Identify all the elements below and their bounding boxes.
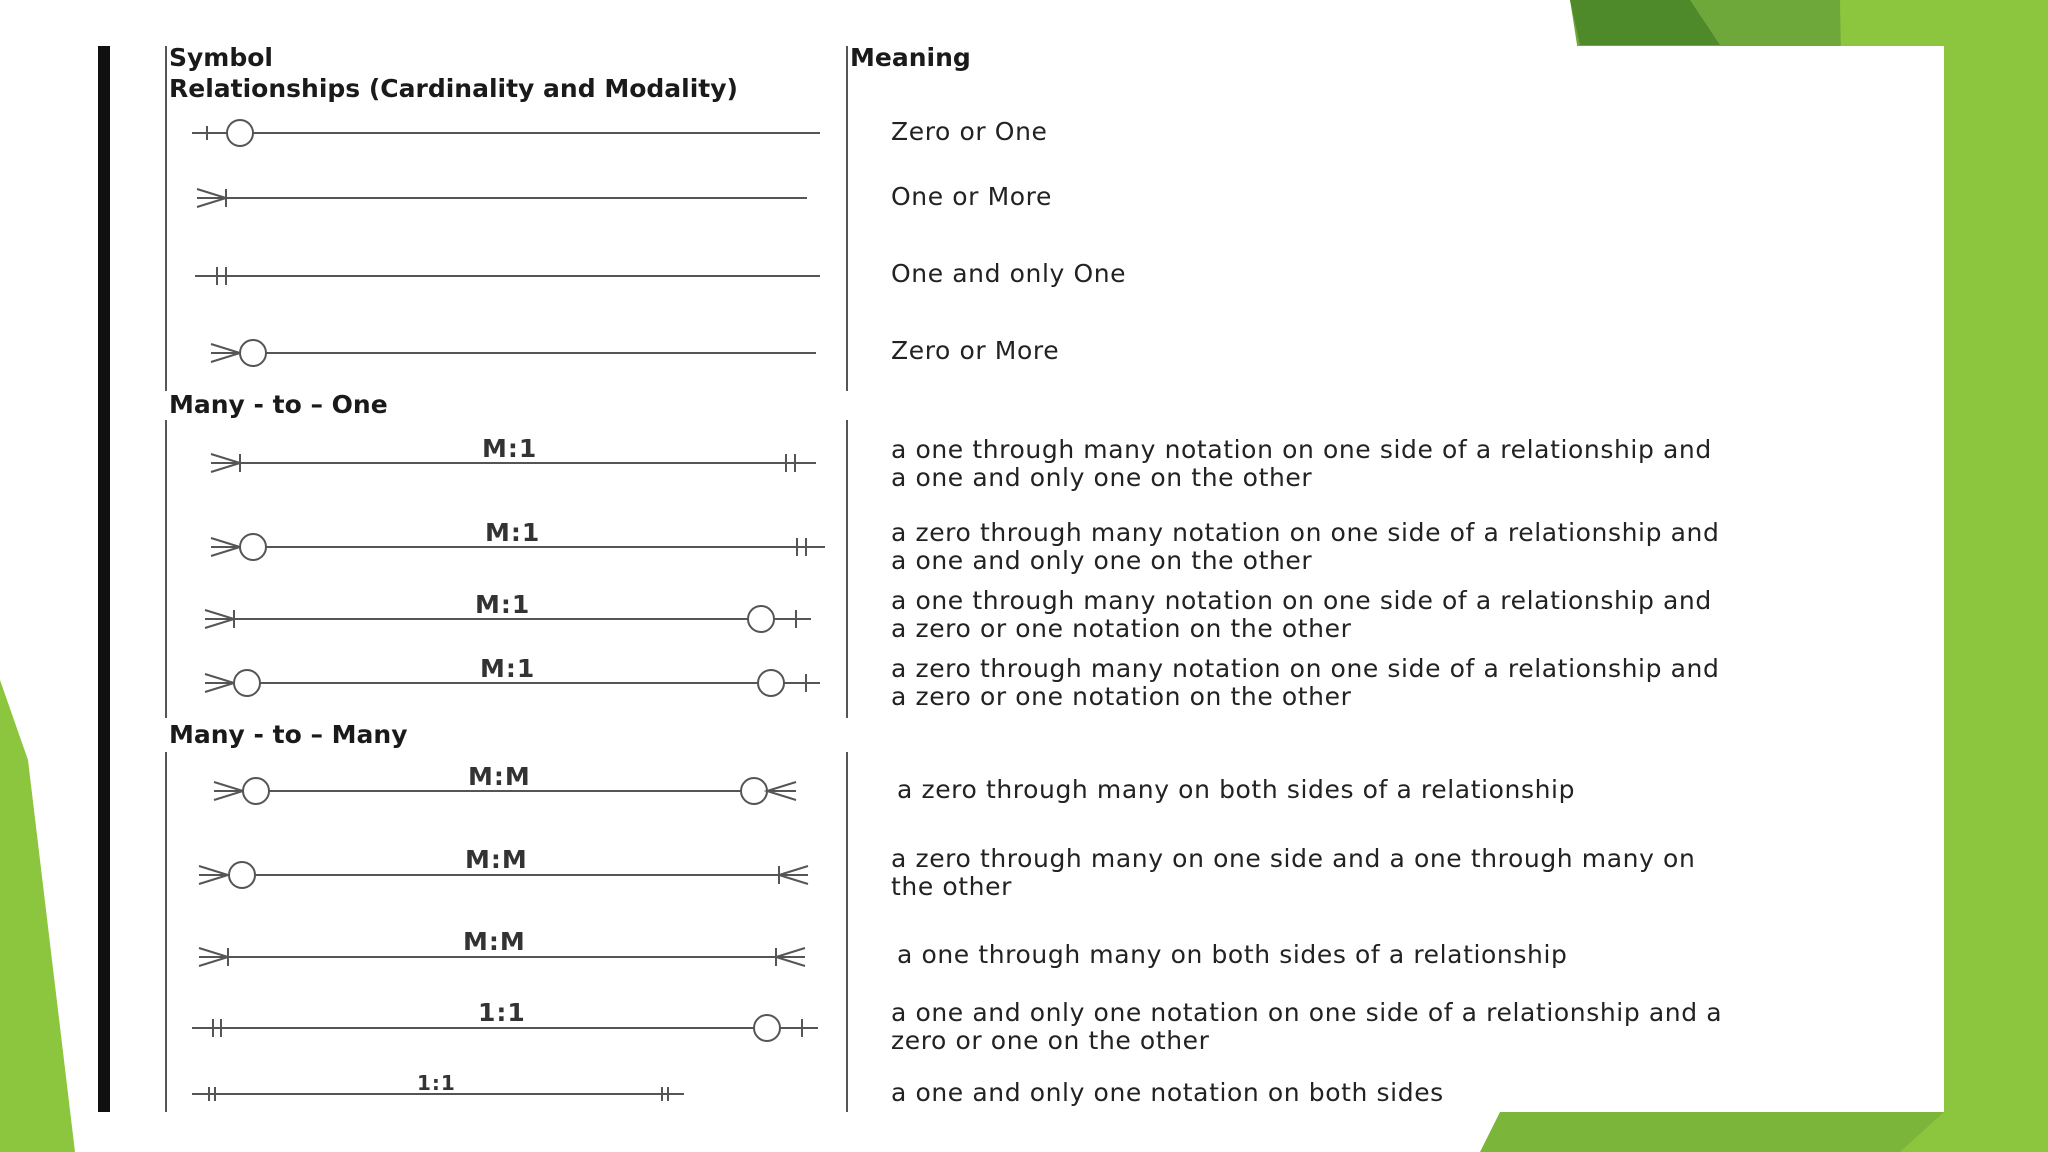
- meaning-one-and-only-one: One and only One: [891, 259, 1127, 288]
- meaning-line-1: a zero through many on both sides of a relationship: [897, 775, 1576, 804]
- zero-or-one-symbol: [192, 120, 820, 146]
- mm-symbol-3: [199, 948, 805, 966]
- meaning-line-1: a one through many on both sides of a relationship: [897, 940, 1568, 969]
- m1-symbol-2: [211, 534, 825, 560]
- meaning-line-1: a one through many notation on one side of a relationship and: [891, 586, 1712, 615]
- meaning-line-1: a zero through many on one side and a one through many on: [891, 844, 1696, 873]
- meaning-zero-or-one: Zero or One: [891, 117, 1048, 146]
- ratio-label: 1:1: [478, 998, 526, 1027]
- relationships-header: Relationships (Cardinality and Modality): [169, 74, 738, 103]
- one-to-one-symbol-1: [192, 1015, 818, 1041]
- section-many-to-one: Many - to – One: [169, 390, 388, 419]
- section-many-to-many: Many - to – Many: [169, 720, 408, 749]
- meaning-line-2: a zero or one notation on the other: [891, 614, 1352, 643]
- ratio-label: 1:1: [417, 1071, 456, 1095]
- meaning-line-1: a one and only one notation on both sides: [891, 1078, 1444, 1107]
- zero-or-more-symbol: [211, 340, 816, 366]
- meaning-line-2: a zero or one notation on the other: [891, 682, 1352, 711]
- meaning-header: Meaning: [850, 43, 971, 72]
- one-to-one-symbol-2: [192, 1087, 684, 1101]
- meaning-zero-or-more: Zero or More: [891, 336, 1060, 365]
- mm-symbol-1: [214, 778, 796, 804]
- meaning-line-2: a one and only one on the other: [891, 546, 1313, 575]
- ratio-label: M:M: [463, 927, 526, 956]
- meaning-line-2: a one and only one on the other: [891, 463, 1313, 492]
- meaning-line-2: zero or one on the other: [891, 1026, 1210, 1055]
- meaning-line-1: a zero through many notation on one side of a relationship and: [891, 518, 1720, 547]
- meaning-line-1: a zero through many notation on one side of a relationship and: [891, 654, 1720, 683]
- mm-symbol-2: [199, 862, 808, 888]
- meaning-line-1: a one and only one notation on one side of a relationship and a: [891, 998, 1723, 1027]
- ratio-label: M:1: [475, 590, 531, 619]
- meaning-line-1: a one through many notation on one side of a relationship and: [891, 435, 1712, 464]
- ratio-label: M:M: [468, 762, 531, 791]
- one-and-only-one-symbol: [195, 267, 820, 285]
- ratio-label: M:1: [482, 434, 538, 463]
- m1-symbol-3: [205, 606, 811, 632]
- ratio-label: M:M: [465, 845, 528, 874]
- one-or-more-symbol: [197, 189, 807, 207]
- m1-symbol-1: [211, 454, 816, 472]
- ratio-label: M:1: [480, 654, 536, 683]
- meaning-one-or-more: One or More: [891, 182, 1052, 211]
- symbol-header: Symbol: [169, 43, 273, 72]
- meaning-line-2: the other: [891, 872, 1012, 901]
- m1-symbol-4: [205, 670, 820, 696]
- ratio-label: M:1: [485, 518, 541, 547]
